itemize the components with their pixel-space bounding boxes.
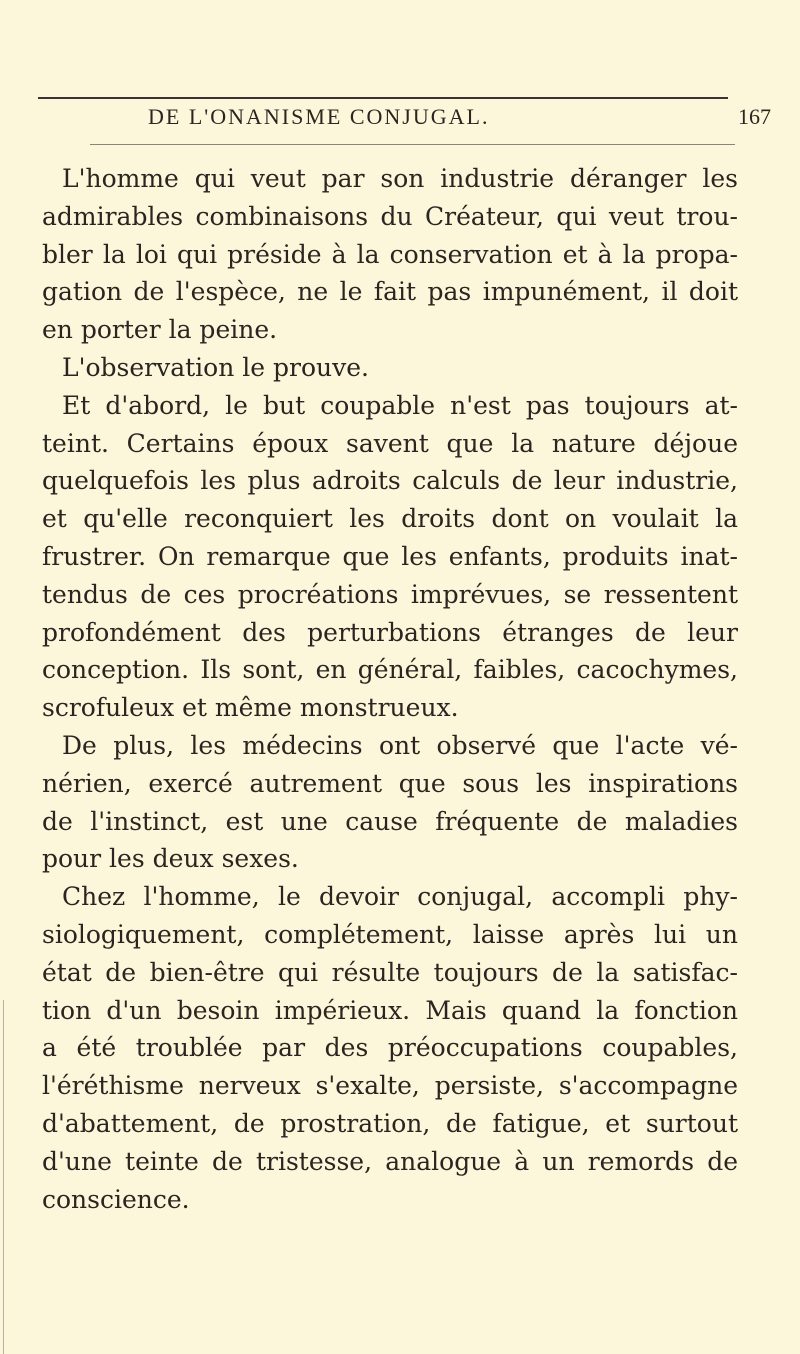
text-line: siologiquement, complétement, laisse après lui un <box>42 919 738 949</box>
text-line: frustrer. On remarque que les enfants, produits inat- <box>42 541 738 571</box>
text-line: d'une teinte de tristesse, analogue à un remords de <box>42 1146 738 1176</box>
text-line: Et d'abord, le but coupable n'est pas toujours at- <box>62 390 738 420</box>
text-line: L'homme qui veut par son industrie déranger les <box>62 164 738 193</box>
text-line: profondément des perturbations étranges de leur <box>42 617 738 647</box>
text-line: teint. Certains époux savent que la nature déjoue <box>42 428 738 458</box>
text-line: conception. Ils sont, en général, faibles, cacochymes, <box>42 655 738 685</box>
text-line: bler la loi qui préside à la conservation et à la propa- <box>42 239 738 269</box>
text-line: l'éréthisme nerveux s'exalte, persiste, s'accompagne <box>42 1071 738 1101</box>
text-line: scrofuleux et même monstrueux. <box>42 693 459 723</box>
text-line: état de bien-être qui résulte toujours de la satisfac- <box>42 957 738 987</box>
body-text <box>42 160 738 1218</box>
text-line: pour les deux sexes. <box>42 844 299 874</box>
text-line: et qu'elle reconquiert les droits dont on voulait la <box>42 504 738 534</box>
text-line: a été troublée par des préoccupations coupables, <box>42 1033 738 1063</box>
text-line: L'observation le prouve. <box>62 352 369 382</box>
text-line: conscience. <box>42 1184 190 1214</box>
page-number: 167 <box>738 104 771 129</box>
text-line: d'abattement, de prostration, de fatigue, et surtout <box>42 1108 738 1138</box>
text-line: tion d'un besoin impérieux. Mais quand la fonction <box>42 995 738 1025</box>
text-line: Chez l'homme, le devoir conjugal, accompli phy- <box>62 882 738 912</box>
text-line: tendus de ces procréations imprévues, se ressentent <box>42 579 738 609</box>
text-line: quelquefois les plus adroits calculs de leur industrie, <box>42 466 738 496</box>
header-rule-bottom <box>90 144 735 145</box>
header-rule-top <box>38 97 728 99</box>
running-title: DE L'ONANISME CONJUGAL. <box>148 104 490 129</box>
text-line: en porter la peine. <box>42 315 278 345</box>
text-line: De plus, les médecins ont observé que l'acte vé- <box>62 730 738 760</box>
page-edge <box>3 1000 4 1354</box>
text-line: de l'instinct, est une cause fréquente de maladies <box>42 806 738 836</box>
text-line: nérien, exercé autrement que sous les inspirations <box>42 768 738 798</box>
text-line: admirables combinaisons du Créateur, qui veut trou- <box>42 201 738 231</box>
text-line: gation de l'espèce, ne le fait pas impunément, il doit <box>42 277 738 307</box>
